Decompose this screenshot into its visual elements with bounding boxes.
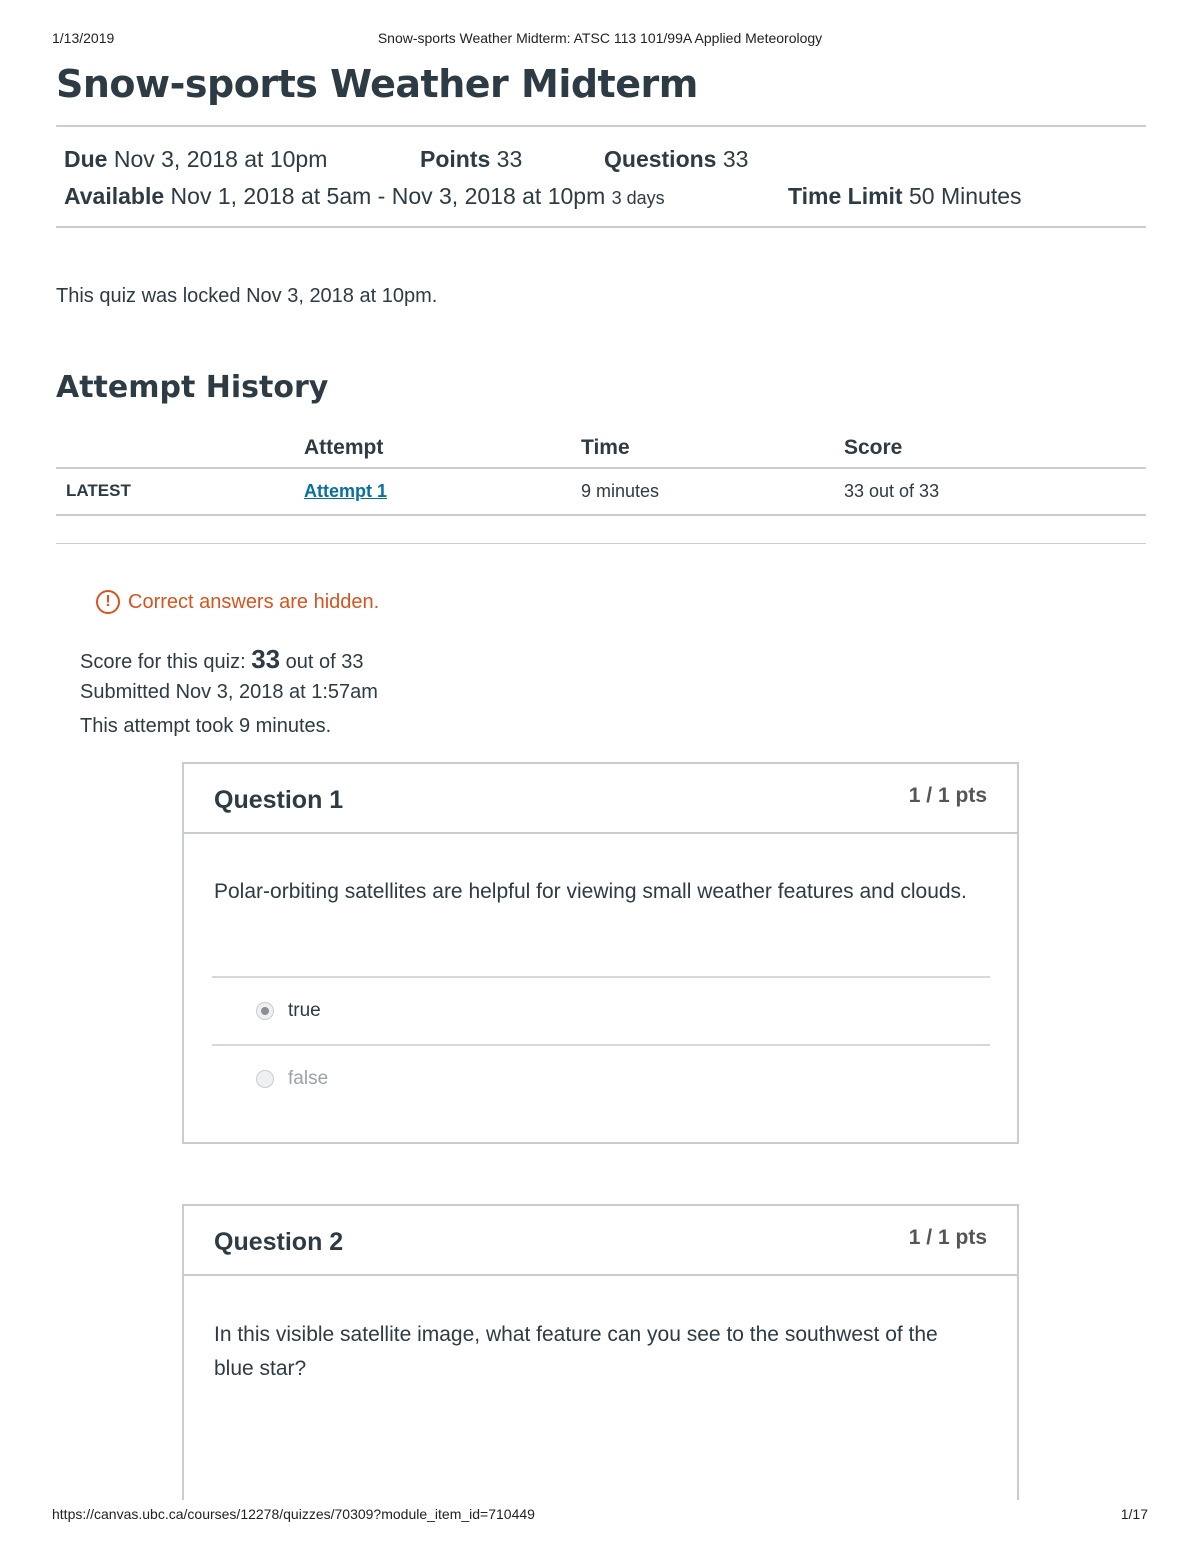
attempt-time: 9 minutes — [581, 481, 660, 501]
latest-tag: LATEST — [66, 481, 131, 500]
question-title: Question 2 — [214, 1228, 344, 1256]
time-limit-value: 50 Minutes — [909, 183, 1022, 209]
attempt-history-title: Attempt History — [56, 370, 329, 405]
column-header-time: Time — [581, 436, 630, 459]
answer-true[interactable] — [256, 1000, 321, 1022]
available-value: Nov 1, 2018 at 5am - Nov 3, 2018 at 10pm — [170, 183, 606, 209]
attempt-link[interactable]: Attempt 1 — [304, 481, 388, 501]
time-limit-label: Time Limit — [788, 183, 903, 209]
question-header — [184, 764, 1017, 834]
questions-value: 33 — [722, 146, 749, 172]
question-2 — [182, 1204, 1019, 1500]
answer-false[interactable] — [256, 1068, 328, 1090]
points-value: 33 — [496, 146, 523, 172]
radio-unselected-icon[interactable] — [256, 1070, 274, 1088]
quiz-meta-row-1 — [64, 146, 327, 173]
column-header-score: Score — [844, 436, 903, 459]
available-duration: 3 days — [611, 188, 665, 208]
score-suffix: out of 33 — [285, 651, 364, 673]
print-header — [52, 30, 1148, 50]
page-number: 1/17 — [1120, 1506, 1148, 1522]
answer-divider — [212, 976, 990, 978]
correct-answers-hidden-notice — [96, 590, 379, 614]
question-header — [184, 1206, 1017, 1276]
points-meta — [420, 146, 522, 173]
available-meta — [64, 183, 665, 210]
points-label: Points — [420, 146, 491, 172]
print-url: https://canvas.ubc.ca/courses/12278/quizzes/70309?module_item_id=710449 — [52, 1506, 535, 1522]
locked-message: This quiz was locked Nov 3, 2018 at 10pm. — [56, 285, 438, 307]
print-doc-title: Snow-sports Weather Midterm: ATSC 113 101/99A Applied Meteorology — [377, 30, 823, 46]
due-value: Nov 3, 2018 at 10pm — [113, 146, 328, 172]
notice-text: Correct answers are hidden. — [128, 590, 380, 613]
question-points: 1 / 1 pts — [908, 784, 987, 807]
due-label: Due — [64, 146, 108, 172]
question-1 — [182, 762, 1019, 1144]
attempt-score: 33 out of 33 — [844, 481, 940, 501]
questions-meta — [604, 146, 748, 173]
question-points: 1 / 1 pts — [908, 1226, 987, 1249]
meta-divider — [56, 226, 1146, 228]
score-value: 33 — [251, 644, 281, 674]
table-header-divider — [56, 467, 1146, 469]
available-label: Available — [64, 183, 165, 209]
submitted-time: Submitted Nov 3, 2018 at 1:57am — [80, 681, 378, 703]
warning-icon: ! — [96, 590, 120, 614]
quiz-score — [80, 644, 364, 675]
question-title: Question 1 — [214, 786, 344, 814]
page-title: Snow-sports Weather Midterm — [56, 62, 698, 106]
score-prefix: Score for this quiz: — [80, 651, 246, 673]
time-limit-meta — [788, 183, 1022, 210]
questions-label: Questions — [604, 146, 717, 172]
section-divider — [56, 543, 1146, 544]
radio-selected-icon[interactable] — [256, 1002, 274, 1020]
question-text: In this visible satellite image, what feature can you see to the southwest of the blue star? — [214, 1323, 938, 1380]
table-row-divider — [56, 514, 1146, 516]
header-divider — [56, 125, 1146, 127]
column-header-attempt: Attempt — [304, 436, 384, 459]
answer-label: false — [288, 1068, 329, 1089]
answer-label: true — [288, 1000, 321, 1021]
attempt-duration: This attempt took 9 minutes. — [80, 715, 332, 737]
answer-divider — [212, 1044, 990, 1046]
question-text: Polar-orbiting satellites are helpful for viewing small weather features and clouds. — [214, 880, 967, 903]
print-date: 1/13/2019 — [52, 30, 115, 46]
